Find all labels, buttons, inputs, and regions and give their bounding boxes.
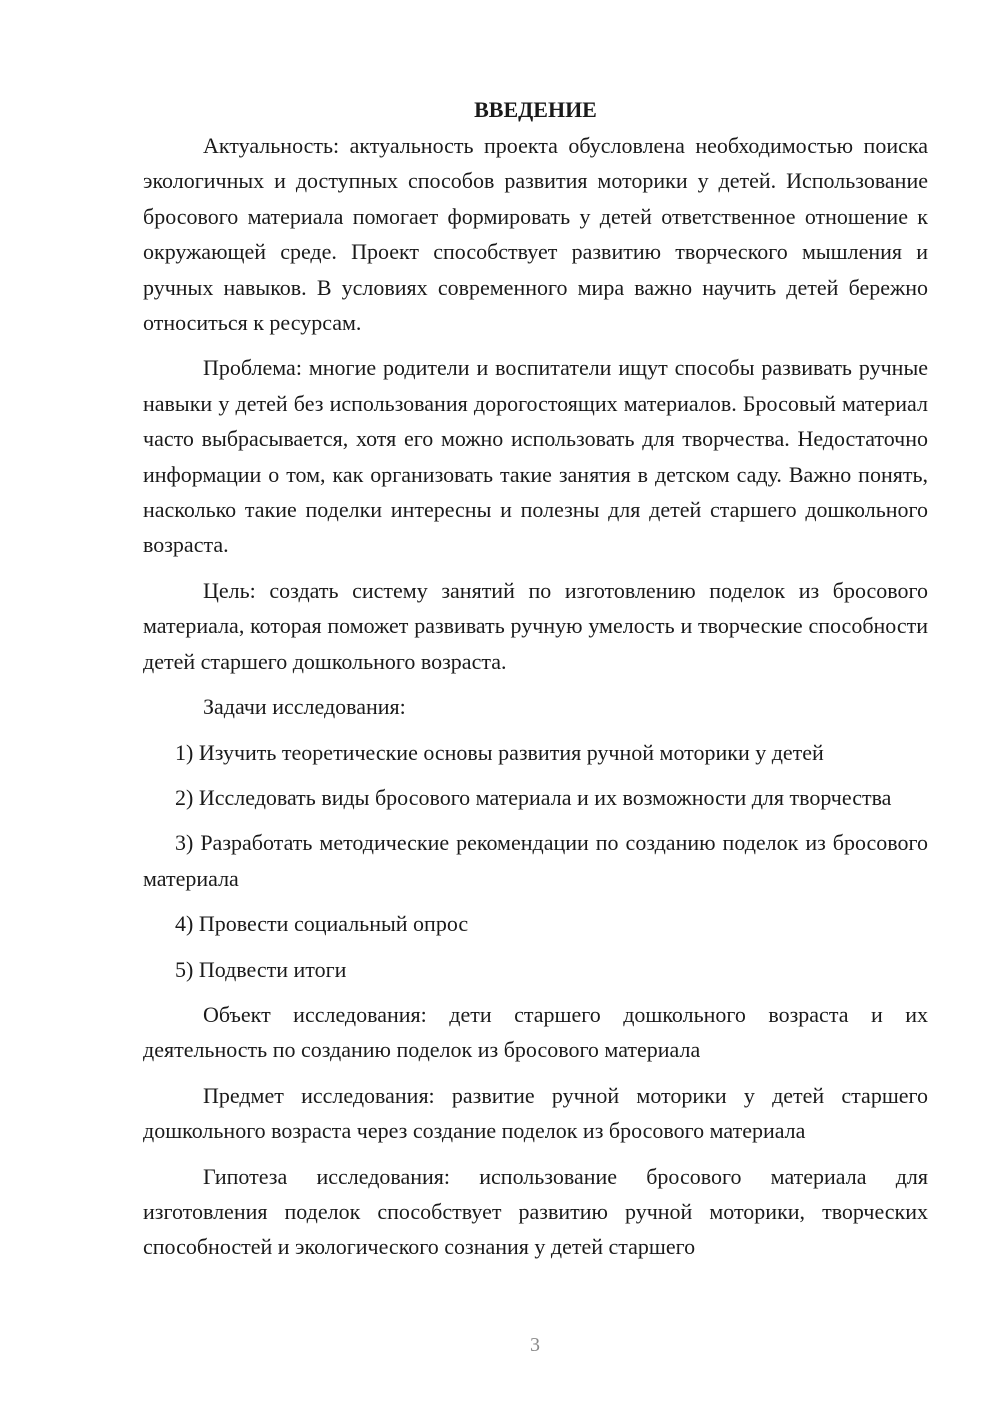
page-title: ВВЕДЕНИЕ (474, 97, 597, 122)
task-item: 5) Подвести итоги (175, 956, 347, 982)
object-paragraph: Объект исследования: дети старшего дошкольного возраста и их деятельность по созданию поделок из бросового материала (143, 1001, 928, 1063)
task-item: 3) Разработать методические рекомендации по созданию поделок из бросового материала (143, 830, 928, 891)
goal-paragraph: Цель: создать систему занятий по изготовлению поделок из бросового материала, которая поможет развивать ручную умелость и творческие способности детей старшего дошкольного возраста. (143, 577, 928, 674)
hypothesis-paragraph: Гипотеза исследования: использование бросового материала для изготовления поделок способствует развитию ручной моторики, творческих способностей и экологического сознания у детей старшего (143, 1163, 928, 1260)
page-number: 3 (530, 1334, 540, 1356)
subject-paragraph: Предмет исследования: развитие ручной моторики у детей старшего дошкольного возраста через создание поделок из бросового материала (143, 1082, 928, 1144)
task-item: 1) Изучить теоретические основы развития ручной моторики у детей (175, 739, 824, 765)
document-page (143, 92, 928, 1275)
task-item: 4) Провести социальный опрос (175, 911, 469, 937)
task-item: 2) Исследовать виды бросового материала и их возможности для творчества (175, 784, 892, 810)
relevance-paragraph: Актуальность: актуальность проекта обусловлена необходимостью поиска экологичных и доступных способов развития моторики у детей. Использование бросового материала помогает формировать у детей ответственное отношение к окружающей среде. Проект способствует развитию творческого мышления и ручных навыков. В условиях современного мира важно научить детей бережно относиться к ресурсам. (143, 133, 928, 336)
problem-paragraph: Проблема: многие родители и воспитатели ищут способы развивать ручные навыки у детей без использования дорогостоящих материалов. Бросовый материал часто выбрасывается, хотя его можно использовать для творчества. Недостаточно информации о том, как организовать такие занятия в детском саду. Важно понять, насколько такие поделки интересны и полезны для детей старшего дошкольного возраста. (143, 355, 928, 558)
tasks-heading: Задачи исследования: (203, 694, 406, 720)
